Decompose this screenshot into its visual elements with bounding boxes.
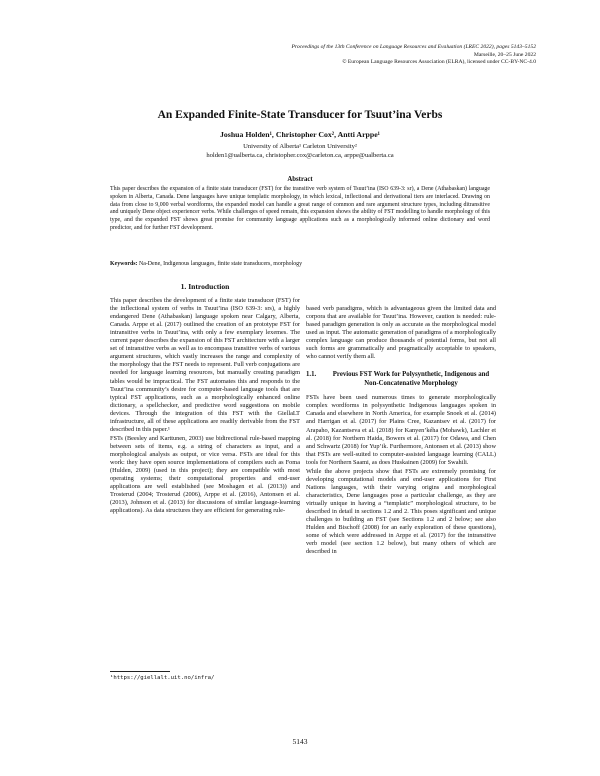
keywords-label: Keywords: [110,261,138,267]
author-emails: holden1@ualberta.ca, christopher.cox@carleton.ca, arppe@ualberta.ca [206,152,394,159]
conference-header [176,44,536,67]
page-number: 5143 [292,737,308,746]
author-list: Joshua Holden¹, Christopher Cox², Antti Arppe¹ [219,130,380,139]
paragraph: based verb paradigms, which is advantageous given the limited data and corpora that are available for Tsuut’ina. However, caution is needed: rule-based paradigm generation is only as accurate as the morphological model used as input. The automatic generation of paradigms of a morphologically complex language can produce thousands of potential forms, but not all such forms are grammatically and pragmatically acceptable to speakers, who cannot verify them all. [306,305,496,361]
license-line: © European Language Resources Association (ELRA), licensed under CC-BY-NC-4.0 [342,59,536,66]
footnote-divider [110,671,170,672]
keywords-text: Na-Dene, Indigenous languages, finite state transducers, morphology [137,261,303,267]
abstract-heading: Abstract [287,176,313,183]
affiliation-block [0,142,600,160]
section-heading-introduction: 1. Introduction [180,282,230,291]
subsection-title: Previous FST Work for Polysynthetic, Indigenous and Non-Concatenative Morphology [332,371,490,387]
keywords-line [110,261,490,269]
subsection-heading [306,371,496,388]
location-line: Marseille, 20–25 June 2022 [473,51,536,58]
paragraph: FSTs have been used numerous times to generate morphologically complex wordforms in polysynthetic Indigenous languages spoken in Canada and elsewhere in North America, for example Snoek et al. (2014) and Harrigan et al. (2017) for Plains Cree, Kazantsev et al. (2017) for Arapaho, Kazantseva et al. (2018) for Kanyen’kéha (Mohawk), Lachler et al. (2018) for Northern Haida, Bowers et al. (2017) for Odawa, and Chen and Schwartz (2018) for Yup’ik. Furthermore, Antonsen et al. (2013) show that FSTs are well-suited to computer-assisted language learning (CALL) tools for Northern Saami, as does Huskainen (2009) for Swahili. [306,394,496,466]
paragraph: This paper describes the development of a finite state transducer (FST) for the inflectional system of verbs in Tsuut’ina (ISO 639-3: srs), a highly endangered Dene (Athabaskan) language spoken near Calgary, Alberta, Canada. Arppe et al. (2017) outlined the creation of an prototype FST for intransitive verbs in Tsuut’ina, with only a few exemplary lexemes. The current paper describes the expansion of this FST architecture with a larger set of intransitive verbs as well as to encompass transitive verbs of various argument structures, which vastly increases the range and complexity of the morphology that the FST needs to represent. Full verb conjugations are needed for language learning resources, but manually creating paradigm tables would be impractical. The FST automates this and responds to the Tsuut’ina community’s desire for computer-based language tools that are typical FST applications, such as a morphologically enhanced online dictionary, a spellchecker, and predictive word suggestions on mobile devices. Through the integration of this FST with the GiellaLT infrastructure, all of these applications are readily derivable from the FST described in this paper.¹ [110,297,300,433]
abstract-text: This paper describes the expansion of a finite state transducer (FST) for the transitive verb system of Tsuut’ina (ISO 639-3: sr), a Dene (Athabaskan) language spoken in Alberta, Canada. Dene languages have unique templatic morphology, in which lexical, inflectional and derivational tiers are interlaced. Drawing on data from close to 9,000 verbal wordforms, the expanded model can handle a great range of common and rare argument structure types, including ditransitive and uniquely Dene object experiencer verbs. While challenges of speed remain, this expansion shows the ability of FST modelling to handle morphology of this type, and the expanded FST shows great promise for community language applications such as a morphologically informed online dictionary and word predictor, and for further FST development. [110,186,490,231]
paper-title: An Expanded Finite-State Transducer for Tsuut’ina Verbs [157,109,443,121]
footnote-url[interactable]: ¹https://giellalt.uit.no/infra/ [110,675,215,681]
right-column [306,305,496,557]
left-column [110,283,300,516]
proceedings-line: Proceedings of the 13th Conference on Language Resources and Evaluation (LREC 2022), pages 5143–5152 [291,44,536,50]
affiliations: University of Alberta¹ Carleton University² [243,143,357,150]
subsection-number: 1.1. [306,371,317,379]
paragraph: FSTs (Beesley and Karttunen, 2003) use bidirectional rule-based mapping between sets of items, e.g. a string of characters as input, and a morphological analysis as output, or vice versa. FSTs are ideal for this work: they have open source implementations of compilers such as Foma (Hulden, 2009) (used in this project); they are compatible with most operating systems; their computational properties and end-user applications are well established (see Moshagen et al. (2013)) and Trosterud (2004; Trosterud (2006), Arppe et al. (2016), Antonsen et al. (2013), Johnson et al. (2013) for discussions of similar language-learning applications). As data structures they are efficient for generating rule- [110,434,300,515]
paragraph: While the above projects show that FSTs are extremely promising for developing computational models and end-user applications for First Nations languages, with their varying origins and morphological characteristics, Dene languages pose a particular challenge, as they are virtually unique in having a “templatic” morphological structure, to be described in detail in sections 1.2 and 2. This poses significant and unique challenges to building an FST (see Sections 1.2 and 2 below; see also Hulden and Bischoff (2008) for an early exploration of these questions), some of which were addressed in Arppe et al. (2017) for the intransitive verb model (see section 1.2 below), but many others of which are described in [306,467,496,556]
